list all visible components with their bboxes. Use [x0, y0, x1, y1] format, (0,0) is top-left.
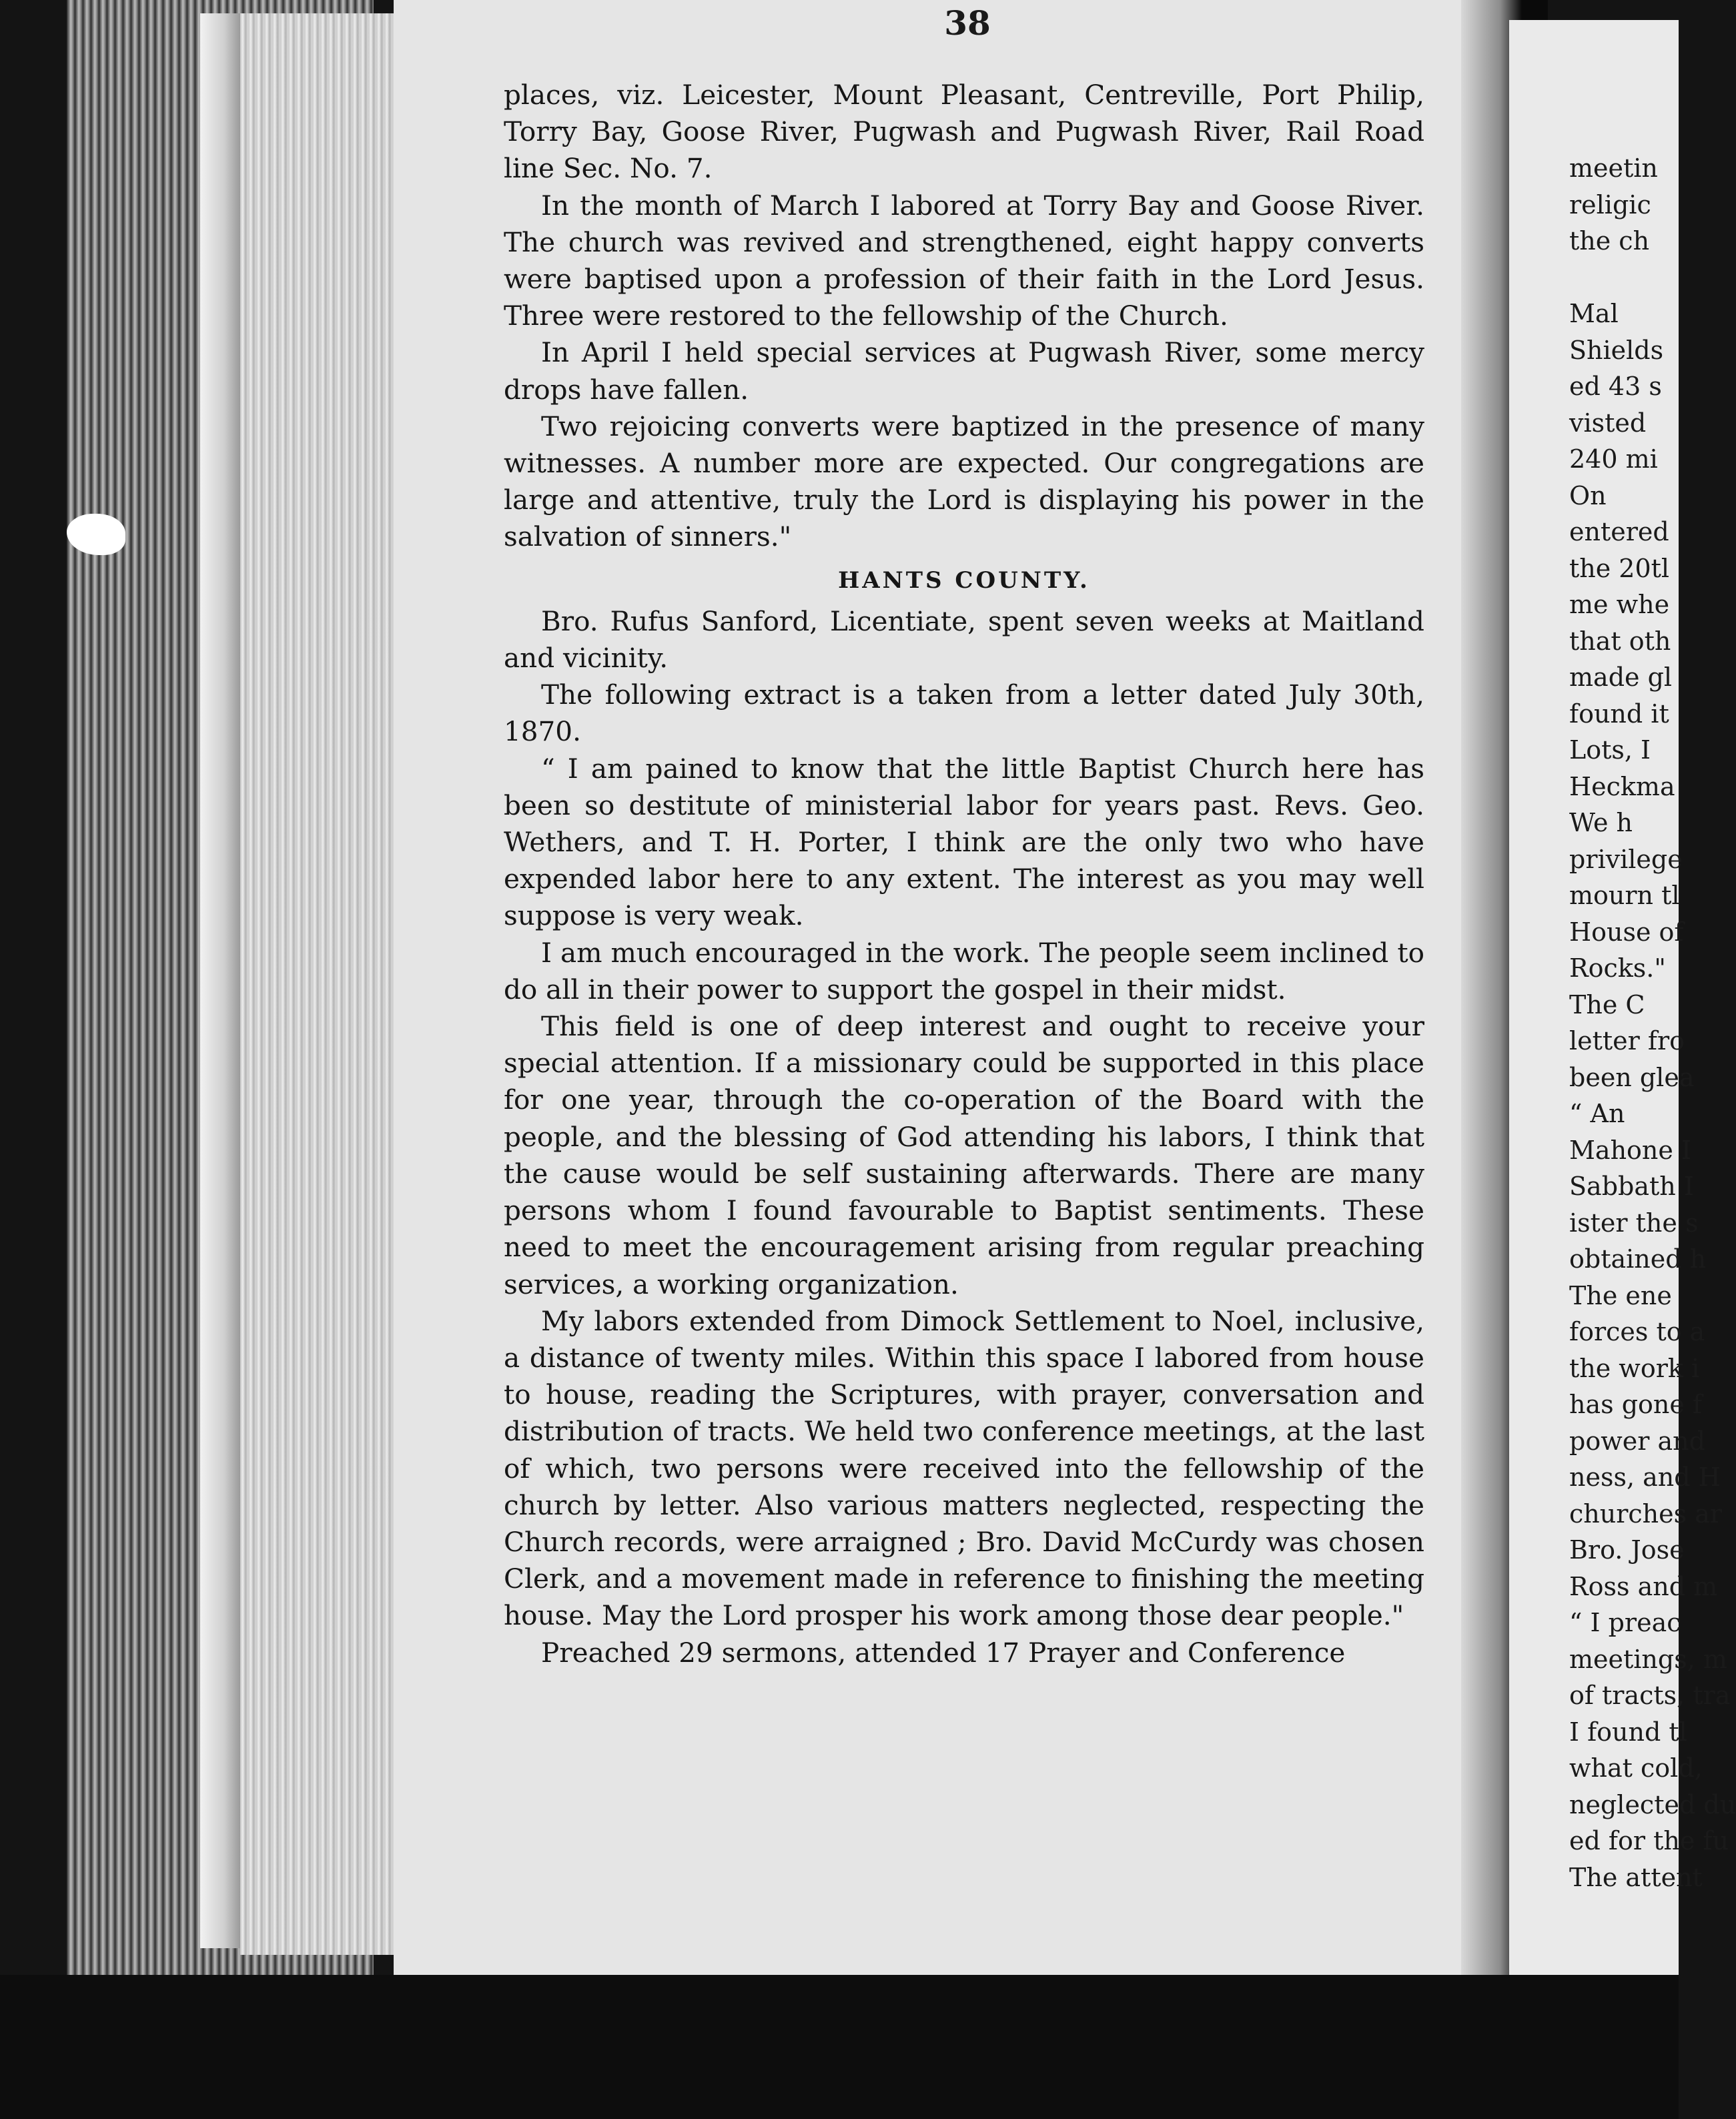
right-line: the work i	[1569, 1353, 1700, 1383]
right-line: I found tl	[1569, 1717, 1687, 1747]
right-line: The ene	[1569, 1280, 1672, 1310]
paragraph: In April I held special services at Pugwash River, some mercy drops have fallen.	[504, 336, 1424, 406]
right-line: religic	[1569, 189, 1651, 220]
paragraph: In the month of March I labored at Torry Bay and Goose River. The church was revived and strengthened, eight happy converts were baptised upon a profession of their faith in the Lord Jesus. Three were restored to the fellowship of the Church.	[504, 189, 1424, 332]
right-line: Mahone I	[1569, 1135, 1691, 1165]
paragraph: Bro. Rufus Sanford, Licentiate, spent seven weeks at Maitland and vicinity.	[504, 604, 1424, 675]
right-line: entered	[1569, 517, 1669, 546]
right-line: that oth	[1569, 626, 1671, 656]
right-line: letter fro	[1569, 1026, 1685, 1055]
right-line: Heckma	[1569, 771, 1675, 801]
right-line: Shields	[1569, 335, 1664, 365]
right-line: neglected du	[1569, 1789, 1736, 1819]
right-line: House of	[1569, 917, 1684, 947]
right-line: forces to a	[1569, 1317, 1705, 1346]
right-line: “ An	[1569, 1099, 1625, 1128]
main-text-column	[504, 77, 1424, 1671]
book-edge-strip	[240, 13, 400, 1955]
right-line: ness, and H	[1569, 1462, 1721, 1492]
book-edge-highlight	[200, 13, 240, 1948]
right-line: been glea	[1569, 1062, 1695, 1092]
bottom-background	[0, 1975, 1679, 2119]
right-line	[1569, 260, 1683, 296]
right-line: what cold,	[1569, 1753, 1703, 1783]
right-line: Mal	[1569, 299, 1619, 328]
right-line: On	[1569, 480, 1607, 510]
right-line: visted	[1569, 408, 1647, 438]
paragraph: “ I am pained to know that the little Baptist Church here has been so destitute of ministerial labor for years past. Revs. Geo. Wethers, and T. H. Porter, I think are the only two who have expended labor here to any extent. The interest as you may well suppose is very weak.	[504, 752, 1424, 932]
right-line: The C	[1569, 989, 1645, 1019]
right-line: “ I preac	[1569, 1608, 1681, 1637]
right-line: Sabbath I	[1569, 1172, 1694, 1201]
right-line: ed 43 s	[1569, 372, 1662, 401]
paragraph: Preached 29 sermons, attended 17 Prayer and Conference	[541, 1636, 1346, 1669]
right-line: me whe	[1569, 590, 1670, 619]
section-heading: HANTS COUNTY.	[838, 566, 1090, 594]
right-line: has gone f	[1569, 1390, 1703, 1419]
paragraph: The following extract is a taken from a letter dated July 30th, 1870.	[504, 679, 1424, 748]
right-line: privilege	[1569, 844, 1683, 874]
right-line: Lots, I	[1569, 735, 1651, 765]
right-line: Bro. Jose	[1569, 1535, 1685, 1565]
right-line: the 20tl	[1569, 553, 1670, 583]
paragraph: Two rejoicing converts were baptized in the presence of many witnesses. A number more are expected. Our congregations are large and attentive, truly the Lord is displaying his power in the salvation of sinners."	[504, 410, 1424, 553]
right-line: mourn tl	[1569, 881, 1680, 910]
right-line: ed for the fu	[1569, 1826, 1729, 1855]
paragraph: This field is one of deep interest and ought to receive your special attention. If a missionary could be supported in this place for one year, through the co-operation of the Board with the people, and the blessing of God attending his labors, I think that the cause would be self sustaining afterwards. There are many persons whom I found favourable to Baptist sentiments. These need to meet the encouragement arising from regular preaching services, a working organization.	[504, 1010, 1424, 1300]
right-line: of tracts, tra	[1569, 1681, 1731, 1710]
right-page-text	[1569, 150, 1736, 1895]
right-line: power and	[1569, 1426, 1705, 1456]
right-line: We h	[1569, 808, 1633, 837]
paragraph: I am much encouraged in the work. The people seem inclined to do all in their power to support the gospel in their midst.	[504, 936, 1424, 1005]
paragraph: places, viz. Leicester, Mount Pleasant, Centreville, Port Philip, Torry Bay, Goose River, Pugwash and Pugwash River, Rail Road line Sec. No. 7.	[504, 79, 1424, 185]
right-line: Ross and m	[1569, 1571, 1718, 1601]
right-line: obtained h	[1569, 1244, 1707, 1274]
right-line: The attent	[1569, 1862, 1703, 1892]
right-line: ister the s	[1569, 1208, 1699, 1238]
right-line: meetin	[1569, 153, 1658, 183]
right-line: meetings, m	[1569, 1644, 1727, 1674]
page-number: 38	[944, 3, 991, 43]
right-line: Rocks."	[1569, 953, 1666, 983]
right-line: churches ar	[1569, 1499, 1723, 1529]
right-line: made gl	[1569, 663, 1673, 692]
paragraph: My labors extended from Dimock Settlement to Noel, inclusive, a distance of twenty miles. Within this space I labored from house to house, reading the Scriptures, with prayer, conversation and distribution of tracts. We held two conference meetings, at the last of which, two persons were received into the fellowship of the church by letter. Also various matters neglected, respecting the Church records, were arraigned ; Bro. David McCurdy was chosen Clerk, and a movement made in reference to finishing the meeting house. May the Lord prosper his work among those dear people."	[504, 1304, 1424, 1632]
right-line: 240 mi	[1569, 444, 1658, 474]
right-line: found it	[1569, 699, 1669, 729]
right-line: the ch	[1569, 226, 1650, 256]
